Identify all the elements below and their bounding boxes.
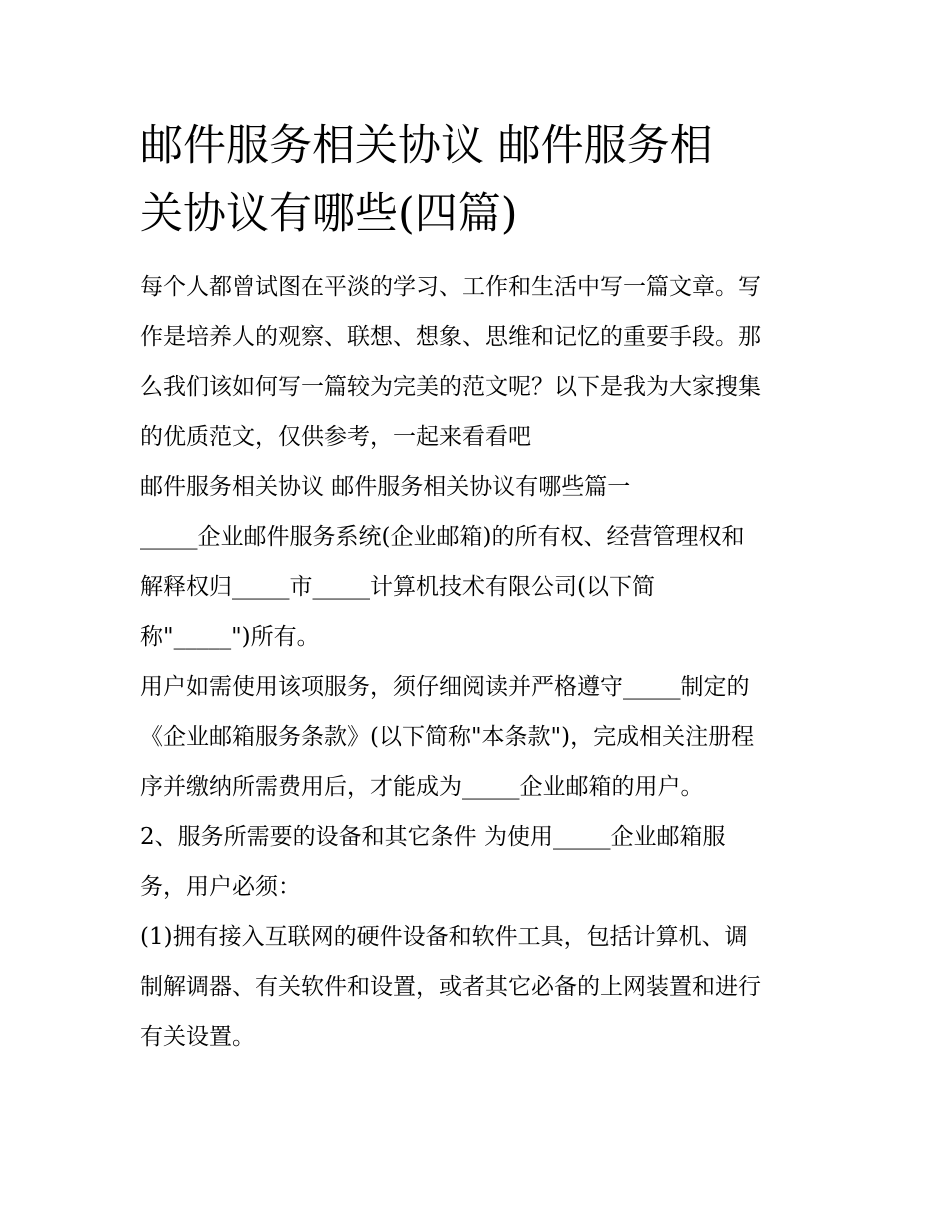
text-line: 每个人都曾试图在平淡的学习、工作和生活中写一篇文章。写 bbox=[140, 274, 761, 300]
requirements-paragraph bbox=[140, 812, 820, 912]
ownership-paragraph bbox=[140, 512, 820, 662]
text-line: 作是培养人的观察、联想、想象、思维和记忆的重要手段。那 bbox=[140, 324, 761, 350]
title-line: 关协议有哪些(四篇) bbox=[140, 189, 518, 239]
text-line: 序并缴纳所需费用后，才能成为_____企业邮箱的用户。 bbox=[140, 774, 704, 800]
text-line: 务，用户必须： bbox=[140, 874, 301, 900]
text-line: 2、服务所需要的设备和其它条件 为使用_____企业邮箱服 bbox=[140, 824, 726, 850]
text-line: 的优质范文，仅供参考，一起来看看吧 bbox=[140, 424, 531, 450]
document-page bbox=[140, 112, 820, 1062]
text-line: (1)拥有接入互联网的硬件设备和软件工具，包括计算机、调 bbox=[140, 924, 748, 950]
text-line: 么我们该如何写一篇较为完美的范文呢？以下是我为大家搜集 bbox=[140, 374, 761, 400]
text-line: 解释权归_____市_____计算机技术有限公司(以下简 bbox=[140, 574, 655, 600]
text-line: 《企业邮箱服务条款》(以下简称"本条款")，完成相关注册程 bbox=[140, 724, 755, 750]
section-heading bbox=[140, 462, 820, 512]
text-line: 有关设置。 bbox=[140, 1024, 255, 1050]
text-line: 用户如需使用该项服务，须仔细阅读并严格遵守_____制定的 bbox=[140, 674, 750, 700]
title-line: 邮件服务相关协议 邮件服务相 bbox=[140, 121, 713, 171]
text-line: 邮件服务相关协议 邮件服务相关协议有哪些篇一 bbox=[140, 474, 631, 500]
usage-paragraph bbox=[140, 662, 820, 812]
hardware-paragraph bbox=[140, 912, 820, 1062]
text-line: 制解调器、有关软件和设置，或者其它必备的上网装置和进行 bbox=[140, 974, 761, 1000]
intro-paragraph bbox=[140, 262, 820, 462]
text-line: 称"_____")所有。 bbox=[140, 624, 320, 650]
document-title bbox=[140, 112, 820, 248]
text-line: _____企业邮件服务系统(企业邮箱)的所有权、经营管理权和 bbox=[140, 524, 745, 550]
